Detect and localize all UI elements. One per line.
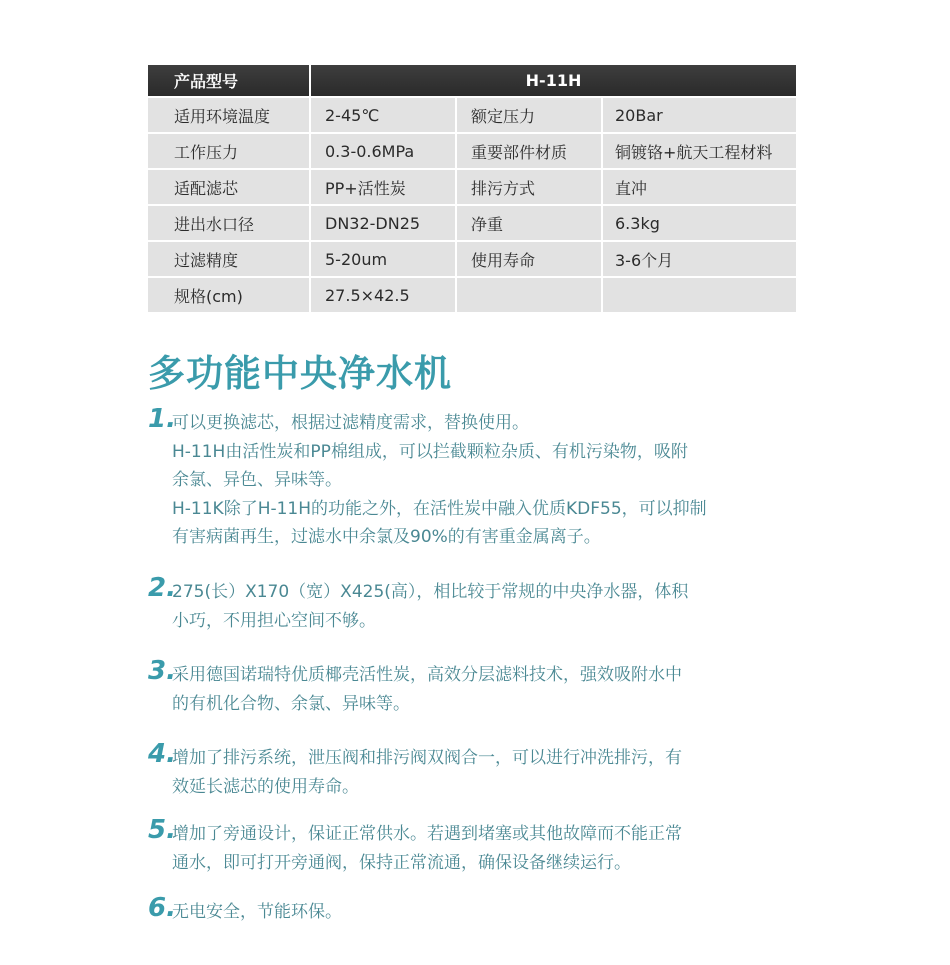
spec-label: 适配滤芯 <box>148 168 311 204</box>
spec-header-row <box>148 65 796 96</box>
feature-text: H-11H由活性炭和PP棉组成，可以拦截颗粒杂质、有机污染物，吸附 <box>172 441 688 462</box>
feature-number: 4. <box>148 739 176 769</box>
feature-number: 6. <box>148 893 176 923</box>
spec-label: 排污方式 <box>457 168 603 204</box>
spec-label: 额定压力 <box>457 96 603 132</box>
spec-value: 3-6个月 <box>603 240 796 276</box>
feature-text: 增加了排污系统，泄压阀和排污阀双阀合一，可以进行冲洗排污，有 <box>172 748 682 768</box>
spec-label: 工作压力 <box>148 132 311 168</box>
feature-number: 1. <box>148 404 176 434</box>
feature-text: H-11K除了H-11H的功能之外，在活性炭中融入优质KDF55，可以抑制 <box>172 498 707 519</box>
spec-value: 2-45℃ <box>311 96 457 132</box>
feature-item-5 <box>148 815 798 877</box>
feature-text: 的有机化合物、余氯、异味等。 <box>172 693 410 714</box>
feature-text: 通水，即可打开旁通阀，保持正常流通，确保设备继续运行。 <box>172 852 631 873</box>
spec-label: 过滤精度 <box>148 240 311 276</box>
table-row <box>148 96 796 132</box>
model-label: 产品型号 <box>148 65 311 96</box>
feature-text: 275(长）X170（宽）X425(高），相比较于常规的中央净水器，体积 <box>172 582 689 602</box>
spec-value: DN32-DN25 <box>311 204 457 240</box>
spec-label: 净重 <box>457 204 603 240</box>
feature-number: 5. <box>148 815 176 845</box>
feature-number: 2. <box>148 573 176 603</box>
table-row <box>148 240 796 276</box>
spec-value: 直冲 <box>603 168 796 204</box>
spec-empty-cell <box>603 276 796 312</box>
feature-item-2 <box>148 573 798 635</box>
feature-number: 3. <box>148 656 176 686</box>
spec-table <box>148 65 796 312</box>
table-row <box>148 132 796 168</box>
spec-label: 规格(cm) <box>148 276 311 312</box>
feature-text: 余氯、异色、异味等。 <box>172 470 342 490</box>
model-value: H-11H <box>311 65 796 96</box>
spec-label: 使用寿命 <box>457 240 603 276</box>
spec-label: 进出水口径 <box>148 204 311 240</box>
spec-empty-cell <box>457 276 603 312</box>
feature-text: 有害病菌再生，过滤水中余氯及90%的有害重金属离子。 <box>172 527 601 547</box>
table-row <box>148 276 796 312</box>
spec-label: 重要部件材质 <box>457 132 603 168</box>
table-row <box>148 204 796 240</box>
page-title: 多功能中央净水机 <box>148 352 452 395</box>
spec-value: 5-20um <box>311 240 457 276</box>
feature-text: 无电安全，节能环保。 <box>172 902 342 922</box>
spec-value: 0.3-0.6MPa <box>311 132 457 168</box>
feature-item-6 <box>148 893 798 927</box>
spec-value: 铜镀铬+航天工程材料 <box>603 132 796 168</box>
feature-item-3 <box>148 656 798 718</box>
spec-value: PP+活性炭 <box>311 168 457 204</box>
feature-item-4 <box>148 739 798 801</box>
spec-label: 适用环境温度 <box>148 96 311 132</box>
feature-text: 可以更换滤芯，根据过滤精度需求，替换使用。 <box>172 413 529 433</box>
spec-value: 6.3kg <box>603 204 796 240</box>
feature-item-1 <box>148 404 798 552</box>
spec-value: 27.5×42.5 <box>311 276 457 312</box>
feature-text: 采用德国诺瑞特优质椰壳活性炭，高效分层滤料技术，强效吸附水中 <box>172 665 682 685</box>
feature-text: 效延长滤芯的使用寿命。 <box>172 776 359 797</box>
table-row <box>148 168 796 204</box>
spec-value: 20Bar <box>603 96 796 132</box>
feature-text: 小巧，不用担心空间不够。 <box>172 610 376 631</box>
feature-text: 增加了旁通设计，保证正常供水。若遇到堵塞或其他故障而不能正常 <box>172 824 682 844</box>
